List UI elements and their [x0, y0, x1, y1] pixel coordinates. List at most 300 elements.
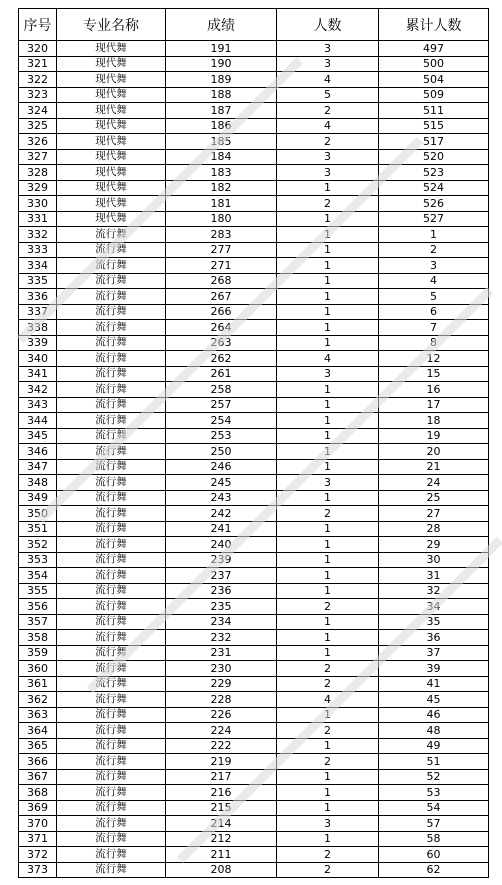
cell-cumulative: 515: [379, 118, 489, 134]
cell-seq: 356: [19, 599, 57, 615]
cell-count: 3: [277, 816, 379, 832]
cell-cumulative: 37: [379, 645, 489, 661]
cell-score: 188: [166, 87, 277, 103]
cell-seq: 351: [19, 521, 57, 537]
cell-cumulative: 41: [379, 676, 489, 692]
cell-cumulative: 504: [379, 72, 489, 88]
cell-count: 4: [277, 692, 379, 708]
cell-count: 4: [277, 72, 379, 88]
cell-score: 254: [166, 413, 277, 429]
cell-count: 3: [277, 366, 379, 382]
cell-score: 228: [166, 692, 277, 708]
table-row: [19, 800, 489, 816]
cell-major: 流行舞: [57, 692, 166, 708]
cell-count: 1: [277, 537, 379, 553]
cell-major: 流行舞: [57, 382, 166, 398]
cell-major: 流行舞: [57, 490, 166, 506]
cell-cumulative: 16: [379, 382, 489, 398]
cell-major: 现代舞: [57, 149, 166, 165]
cell-major: 流行舞: [57, 521, 166, 537]
cell-major: 流行舞: [57, 335, 166, 351]
cell-count: 1: [277, 785, 379, 801]
cell-score: 264: [166, 320, 277, 336]
cell-count: 1: [277, 444, 379, 460]
cell-cumulative: 24: [379, 475, 489, 491]
cell-cumulative: 5: [379, 289, 489, 305]
cell-score: 224: [166, 723, 277, 739]
cell-cumulative: 6: [379, 304, 489, 320]
cell-major: 流行舞: [57, 258, 166, 274]
cell-score: 183: [166, 165, 277, 181]
cell-cumulative: 7: [379, 320, 489, 336]
cell-cumulative: 52: [379, 769, 489, 785]
cell-score: 239: [166, 552, 277, 568]
cell-cumulative: 511: [379, 103, 489, 119]
cell-seq: 365: [19, 738, 57, 754]
score-table: [18, 8, 489, 878]
table-row: [19, 847, 489, 863]
cell-count: 1: [277, 645, 379, 661]
cell-major: 流行舞: [57, 831, 166, 847]
cell-score: 258: [166, 382, 277, 398]
cell-count: 1: [277, 227, 379, 243]
cell-count: 1: [277, 320, 379, 336]
cell-major: 流行舞: [57, 723, 166, 739]
cell-major: 现代舞: [57, 211, 166, 227]
cell-seq: 323: [19, 87, 57, 103]
cell-score: 242: [166, 506, 277, 522]
cell-score: 185: [166, 134, 277, 150]
cell-major: 流行舞: [57, 707, 166, 723]
cell-major: 流行舞: [57, 754, 166, 770]
cell-count: 2: [277, 506, 379, 522]
cell-cumulative: 12: [379, 351, 489, 367]
table-row: [19, 227, 489, 243]
cell-seq: 320: [19, 41, 57, 57]
table-row: [19, 180, 489, 196]
cell-score: 267: [166, 289, 277, 305]
cell-cumulative: 46: [379, 707, 489, 723]
cell-count: 2: [277, 661, 379, 677]
cell-score: 235: [166, 599, 277, 615]
cell-score: 211: [166, 847, 277, 863]
cell-seq: 337: [19, 304, 57, 320]
cell-seq: 335: [19, 273, 57, 289]
cell-seq: 349: [19, 490, 57, 506]
cell-major: 现代舞: [57, 41, 166, 57]
cell-seq: 362: [19, 692, 57, 708]
cell-cumulative: 32: [379, 583, 489, 599]
cell-count: 1: [277, 459, 379, 475]
table-row: [19, 723, 489, 739]
cell-seq: 342: [19, 382, 57, 398]
cell-count: 1: [277, 258, 379, 274]
cell-score: 268: [166, 273, 277, 289]
table-row: [19, 599, 489, 615]
cell-score: 187: [166, 103, 277, 119]
table-row: [19, 72, 489, 88]
table-row: [19, 754, 489, 770]
cell-score: 222: [166, 738, 277, 754]
table-row: [19, 521, 489, 537]
cell-major: 流行舞: [57, 397, 166, 413]
cell-score: 250: [166, 444, 277, 460]
cell-score: 262: [166, 351, 277, 367]
cell-count: 1: [277, 180, 379, 196]
cell-major: 流行舞: [57, 227, 166, 243]
cell-cumulative: 500: [379, 56, 489, 72]
cell-count: 1: [277, 568, 379, 584]
cell-score: 240: [166, 537, 277, 553]
table-row: [19, 196, 489, 212]
table-row: [19, 769, 489, 785]
cell-count: 1: [277, 490, 379, 506]
table-row: [19, 630, 489, 646]
cell-cumulative: 30: [379, 552, 489, 568]
cell-cumulative: 25: [379, 490, 489, 506]
cell-seq: 359: [19, 645, 57, 661]
cell-count: 4: [277, 118, 379, 134]
cell-count: 2: [277, 599, 379, 615]
table-row: [19, 506, 489, 522]
cell-cumulative: 2: [379, 242, 489, 258]
cell-score: 181: [166, 196, 277, 212]
cell-seq: 357: [19, 614, 57, 630]
cell-count: 2: [277, 196, 379, 212]
table-row: [19, 459, 489, 475]
cell-major: 流行舞: [57, 444, 166, 460]
table-row: [19, 56, 489, 72]
cell-cumulative: 509: [379, 87, 489, 103]
cell-seq: 371: [19, 831, 57, 847]
cell-count: 1: [277, 707, 379, 723]
table-row: [19, 707, 489, 723]
cell-major: 流行舞: [57, 242, 166, 258]
cell-seq: 368: [19, 785, 57, 801]
header-score: 成绩: [166, 9, 277, 41]
cell-seq: 369: [19, 800, 57, 816]
header-cumulative: 累计人数: [379, 9, 489, 41]
cell-seq: 333: [19, 242, 57, 258]
cell-cumulative: 20: [379, 444, 489, 460]
cell-score: 253: [166, 428, 277, 444]
cell-major: 流行舞: [57, 738, 166, 754]
cell-cumulative: 29: [379, 537, 489, 553]
cell-cumulative: 21: [379, 459, 489, 475]
cell-cumulative: 1: [379, 227, 489, 243]
table-row: [19, 444, 489, 460]
cell-cumulative: 497: [379, 41, 489, 57]
cell-seq: 338: [19, 320, 57, 336]
table-row: [19, 258, 489, 274]
cell-seq: 372: [19, 847, 57, 863]
cell-count: 1: [277, 335, 379, 351]
cell-seq: 330: [19, 196, 57, 212]
table-row: [19, 552, 489, 568]
table-row: [19, 87, 489, 103]
table-row: [19, 397, 489, 413]
cell-major: 流行舞: [57, 320, 166, 336]
cell-seq: 360: [19, 661, 57, 677]
cell-count: 5: [277, 87, 379, 103]
cell-seq: 352: [19, 537, 57, 553]
cell-count: 1: [277, 552, 379, 568]
cell-count: 1: [277, 397, 379, 413]
cell-cumulative: 3: [379, 258, 489, 274]
table-row: [19, 304, 489, 320]
cell-cumulative: 520: [379, 149, 489, 165]
cell-major: 现代舞: [57, 87, 166, 103]
cell-count: 4: [277, 351, 379, 367]
cell-major: 现代舞: [57, 118, 166, 134]
table-row: [19, 428, 489, 444]
cell-score: 214: [166, 816, 277, 832]
cell-seq: 355: [19, 583, 57, 599]
cell-major: 流行舞: [57, 661, 166, 677]
cell-score: 277: [166, 242, 277, 258]
cell-major: 现代舞: [57, 56, 166, 72]
cell-major: 流行舞: [57, 614, 166, 630]
table-row: [19, 676, 489, 692]
cell-seq: 364: [19, 723, 57, 739]
cell-cumulative: 60: [379, 847, 489, 863]
cell-major: 流行舞: [57, 645, 166, 661]
cell-score: 231: [166, 645, 277, 661]
cell-seq: 341: [19, 366, 57, 382]
cell-score: 245: [166, 475, 277, 491]
cell-seq: 344: [19, 413, 57, 429]
cell-score: 182: [166, 180, 277, 196]
cell-score: 257: [166, 397, 277, 413]
table-row: [19, 289, 489, 305]
cell-seq: 326: [19, 134, 57, 150]
cell-major: 流行舞: [57, 273, 166, 289]
header-seq: 序号: [19, 9, 57, 41]
cell-seq: 325: [19, 118, 57, 134]
table-row: [19, 413, 489, 429]
table-row: [19, 103, 489, 119]
cell-score: 236: [166, 583, 277, 599]
table-row: [19, 149, 489, 165]
cell-count: 1: [277, 211, 379, 227]
cell-cumulative: 39: [379, 661, 489, 677]
table-row: [19, 242, 489, 258]
cell-major: 流行舞: [57, 537, 166, 553]
cell-seq: 332: [19, 227, 57, 243]
cell-seq: 363: [19, 707, 57, 723]
cell-score: 219: [166, 754, 277, 770]
cell-score: 246: [166, 459, 277, 475]
table-row: [19, 614, 489, 630]
cell-score: 263: [166, 335, 277, 351]
cell-seq: 367: [19, 769, 57, 785]
cell-seq: 354: [19, 568, 57, 584]
cell-score: 241: [166, 521, 277, 537]
cell-seq: 329: [19, 180, 57, 196]
cell-major: 流行舞: [57, 862, 166, 878]
cell-seq: 361: [19, 676, 57, 692]
cell-seq: 348: [19, 475, 57, 491]
cell-seq: 340: [19, 351, 57, 367]
cell-cumulative: 527: [379, 211, 489, 227]
table-row: [19, 568, 489, 584]
cell-score: 208: [166, 862, 277, 878]
cell-major: 流行舞: [57, 428, 166, 444]
cell-cumulative: 19: [379, 428, 489, 444]
cell-cumulative: 4: [379, 273, 489, 289]
cell-count: 1: [277, 630, 379, 646]
cell-score: 237: [166, 568, 277, 584]
table-row: [19, 537, 489, 553]
cell-count: 1: [277, 289, 379, 305]
cell-score: 229: [166, 676, 277, 692]
cell-major: 流行舞: [57, 459, 166, 475]
cell-cumulative: 34: [379, 599, 489, 615]
cell-score: 189: [166, 72, 277, 88]
cell-seq: 321: [19, 56, 57, 72]
header-count: 人数: [277, 9, 379, 41]
table-row: [19, 211, 489, 227]
cell-cumulative: 54: [379, 800, 489, 816]
table-row: [19, 335, 489, 351]
table-row: [19, 475, 489, 491]
cell-count: 2: [277, 847, 379, 863]
cell-major: 流行舞: [57, 816, 166, 832]
table-row: [19, 382, 489, 398]
cell-major: 现代舞: [57, 196, 166, 212]
table-row: [19, 351, 489, 367]
table-row: [19, 320, 489, 336]
cell-cumulative: 524: [379, 180, 489, 196]
cell-major: 流行舞: [57, 847, 166, 863]
cell-major: 流行舞: [57, 785, 166, 801]
cell-count: 1: [277, 769, 379, 785]
cell-score: 271: [166, 258, 277, 274]
cell-seq: 327: [19, 149, 57, 165]
cell-score: 184: [166, 149, 277, 165]
cell-count: 1: [277, 428, 379, 444]
cell-count: 1: [277, 800, 379, 816]
cell-score: 212: [166, 831, 277, 847]
cell-major: 流行舞: [57, 552, 166, 568]
table-row: [19, 816, 489, 832]
cell-major: 流行舞: [57, 583, 166, 599]
cell-major: 流行舞: [57, 413, 166, 429]
table-row: [19, 692, 489, 708]
cell-cumulative: 57: [379, 816, 489, 832]
cell-seq: 334: [19, 258, 57, 274]
cell-count: 2: [277, 754, 379, 770]
cell-count: 1: [277, 304, 379, 320]
cell-cumulative: 36: [379, 630, 489, 646]
cell-score: 190: [166, 56, 277, 72]
cell-score: 230: [166, 661, 277, 677]
cell-score: 283: [166, 227, 277, 243]
cell-seq: 322: [19, 72, 57, 88]
cell-count: 1: [277, 583, 379, 599]
cell-count: 2: [277, 862, 379, 878]
cell-seq: 343: [19, 397, 57, 413]
cell-score: 217: [166, 769, 277, 785]
cell-count: 3: [277, 56, 379, 72]
cell-score: 261: [166, 366, 277, 382]
cell-major: 流行舞: [57, 599, 166, 615]
cell-major: 流行舞: [57, 568, 166, 584]
cell-cumulative: 517: [379, 134, 489, 150]
table-row: [19, 645, 489, 661]
cell-cumulative: 18: [379, 413, 489, 429]
cell-seq: 366: [19, 754, 57, 770]
cell-seq: 331: [19, 211, 57, 227]
cell-cumulative: 17: [379, 397, 489, 413]
table-row: [19, 165, 489, 181]
cell-cumulative: 51: [379, 754, 489, 770]
cell-count: 2: [277, 134, 379, 150]
cell-count: 2: [277, 723, 379, 739]
cell-count: 1: [277, 614, 379, 630]
cell-count: 1: [277, 382, 379, 398]
cell-seq: 328: [19, 165, 57, 181]
cell-seq: 347: [19, 459, 57, 475]
cell-major: 流行舞: [57, 800, 166, 816]
table-body: [19, 41, 489, 878]
cell-cumulative: 31: [379, 568, 489, 584]
cell-major: 流行舞: [57, 506, 166, 522]
cell-major: 流行舞: [57, 769, 166, 785]
table-row: [19, 134, 489, 150]
cell-cumulative: 526: [379, 196, 489, 212]
cell-count: 3: [277, 165, 379, 181]
table-row: [19, 831, 489, 847]
cell-seq: 339: [19, 335, 57, 351]
cell-cumulative: 58: [379, 831, 489, 847]
cell-seq: 370: [19, 816, 57, 832]
cell-cumulative: 53: [379, 785, 489, 801]
cell-cumulative: 48: [379, 723, 489, 739]
table-row: [19, 366, 489, 382]
cell-count: 1: [277, 738, 379, 754]
cell-count: 1: [277, 242, 379, 258]
cell-cumulative: 28: [379, 521, 489, 537]
cell-cumulative: 15: [379, 366, 489, 382]
cell-score: 216: [166, 785, 277, 801]
cell-major: 流行舞: [57, 676, 166, 692]
table-row: [19, 862, 489, 878]
cell-major: 流行舞: [57, 366, 166, 382]
cell-seq: 336: [19, 289, 57, 305]
cell-count: 2: [277, 103, 379, 119]
cell-score: 232: [166, 630, 277, 646]
table-row: [19, 490, 489, 506]
cell-seq: 346: [19, 444, 57, 460]
cell-major: 流行舞: [57, 304, 166, 320]
cell-seq: 358: [19, 630, 57, 646]
cell-major: 流行舞: [57, 475, 166, 491]
cell-score: 266: [166, 304, 277, 320]
cell-cumulative: 45: [379, 692, 489, 708]
header-major: 专业名称: [57, 9, 166, 41]
cell-cumulative: 8: [379, 335, 489, 351]
cell-major: 流行舞: [57, 351, 166, 367]
score-table-sheet: [18, 8, 488, 878]
cell-major: 现代舞: [57, 103, 166, 119]
table-row: [19, 273, 489, 289]
cell-count: 1: [277, 831, 379, 847]
table-row: [19, 41, 489, 57]
header-row: [19, 9, 489, 41]
cell-major: 现代舞: [57, 165, 166, 181]
cell-count: 3: [277, 41, 379, 57]
